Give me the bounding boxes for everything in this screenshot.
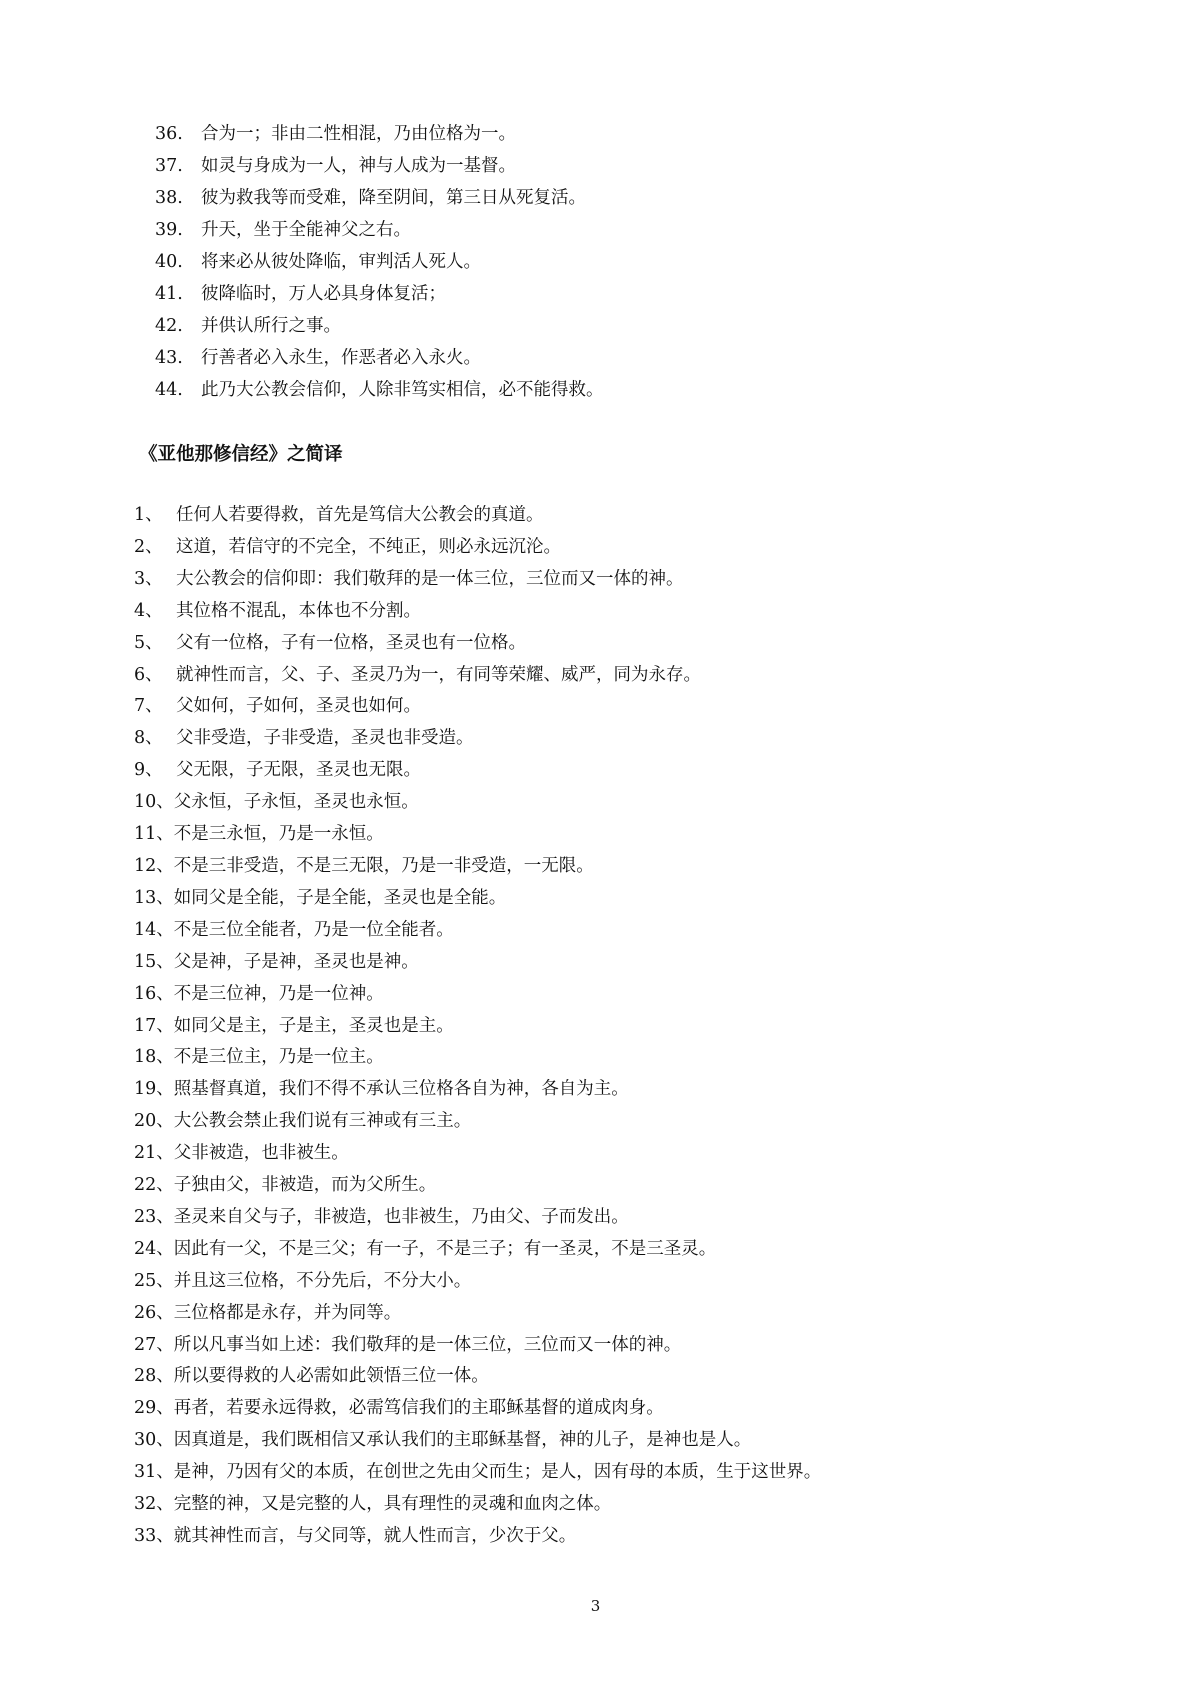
list-item (134, 1138, 821, 1170)
list-item (134, 1106, 821, 1138)
item-text: 因此有一父，不是三父；有一子，不是三子；有一圣灵，不是三圣灵。 (173, 1238, 717, 1259)
list-item (134, 1170, 821, 1202)
list-item (134, 1074, 821, 1106)
item-number: 44. (155, 380, 183, 400)
item-number: 16、 (134, 983, 174, 1004)
list-item (134, 979, 821, 1011)
item-number: 17、 (134, 1015, 174, 1036)
list-item (134, 1298, 821, 1330)
list-item (155, 118, 604, 150)
item-number: 31、 (134, 1462, 174, 1483)
item-text: 不是三位全能者，乃是一位全能者。 (173, 919, 454, 940)
item-number: 11、 (134, 824, 174, 845)
item-number: 2、 (134, 536, 163, 557)
list-item (155, 214, 604, 246)
item-text: 是神，乃因有父的本质，在创世之先由父而生；是人，因有母的本质，生于这世界。 (173, 1462, 822, 1483)
item-number: 23、 (134, 1206, 174, 1227)
item-text: 如同父是全能，子是全能，圣灵也是全能。 (173, 887, 507, 908)
item-number: 12、 (134, 855, 174, 876)
item-text: 如同父是主，子是主，圣灵也是主。 (173, 1015, 454, 1036)
list-item (134, 564, 821, 596)
item-text: 不是三位神，乃是一位神。 (173, 983, 384, 1004)
list-item (134, 1393, 821, 1425)
item-text: 其位格不混乱，本体也不分割。 (176, 600, 421, 621)
list-item (134, 500, 821, 532)
item-number: 36. (155, 124, 183, 144)
item-number: 37. (155, 156, 183, 176)
list-item (155, 342, 604, 374)
list-item (134, 1011, 821, 1043)
list-item (134, 532, 821, 564)
item-text: 不是三永恒，乃是一永恒。 (173, 824, 384, 845)
item-text: 大公教会的信仰即：我们敬拜的是一体三位，三位而又一体的神。 (176, 568, 684, 589)
list-item (134, 723, 821, 755)
list-item (134, 1330, 821, 1362)
item-number: 3、 (134, 568, 163, 589)
item-text: 因真道是，我们既相信又承认我们的主耶稣基督，神的儿子，是神也是人。 (173, 1430, 752, 1451)
item-text: 父非被造，也非被生。 (173, 1143, 349, 1164)
item-number: 29、 (134, 1398, 174, 1419)
item-text: 三位格都是永存，并为同等。 (173, 1302, 402, 1323)
page-number: 3 (590, 1597, 601, 1615)
item-text: 完整的神，又是完整的人，具有理性的灵魂和血肉之体。 (173, 1494, 612, 1515)
item-text: 大公教会禁止我们说有三神或有三主。 (173, 1111, 472, 1132)
item-number: 28、 (134, 1366, 174, 1387)
list-item (155, 246, 604, 278)
item-text: 此乃大公教会信仰，人除非笃实相信，必不能得救。 (201, 380, 604, 400)
item-text: 不是三位主，乃是一位主。 (173, 1047, 384, 1068)
item-number: 42. (155, 316, 183, 336)
item-number: 10、 (134, 792, 174, 813)
section-title: 《亚他那修信经》之简译 (139, 444, 343, 465)
item-text: 圣灵来自父与子，非被造，也非被生，乃由父、子而发出。 (173, 1206, 629, 1227)
item-text: 就神性而言，父、子、圣灵乃为一，有同等荣耀、威严，同为永存。 (176, 664, 701, 685)
list-item (155, 150, 604, 182)
item-text: 父非受造，子非受造，圣灵也非受造。 (176, 728, 474, 749)
item-number: 25、 (134, 1270, 174, 1291)
creed-list-continued (155, 118, 604, 406)
item-number: 38. (155, 188, 183, 208)
list-item (134, 787, 821, 819)
item-text: 父有一位格，子有一位格，圣灵也有一位格。 (176, 632, 526, 653)
list-item (134, 851, 821, 883)
item-text: 就其神性而言，与父同等，就人性而言，少次于父。 (173, 1526, 577, 1546)
item-text: 如灵与身成为一人，神与人成为一基督。 (201, 156, 516, 176)
item-number: 24、 (134, 1238, 174, 1259)
list-item (134, 1234, 821, 1266)
list-item (134, 596, 821, 628)
item-number: 4、 (134, 600, 163, 621)
item-number: 18、 (134, 1047, 174, 1068)
list-item (134, 1521, 821, 1553)
list-item (155, 374, 604, 406)
list-item (134, 1202, 821, 1234)
item-number: 22、 (134, 1175, 174, 1196)
item-number: 20、 (134, 1111, 174, 1132)
item-text: 父永恒，子永恒，圣灵也永恒。 (173, 792, 419, 813)
item-number: 32、 (134, 1494, 174, 1515)
item-number: 21、 (134, 1143, 174, 1164)
item-text: 再者，若要永远得救，必需笃信我们的主耶稣基督的道成肉身。 (173, 1398, 664, 1419)
item-number: 39. (155, 220, 183, 240)
item-number: 43. (155, 348, 183, 368)
item-text: 彼为救我等而受难，降至阴间，第三日从死复活。 (201, 188, 586, 208)
item-number: 41. (155, 284, 183, 304)
item-text: 将来必从彼处降临，审判活人死人。 (201, 252, 481, 272)
item-text: 照基督真道，我们不得不承认三位格各自为神，各自为主。 (173, 1079, 629, 1100)
item-text: 并供认所行之事。 (201, 316, 341, 336)
list-item (155, 182, 604, 214)
list-item (134, 883, 821, 915)
list-item (134, 1361, 821, 1393)
creed-summary-list (134, 500, 821, 1553)
item-text: 合为一；非由二性相混，乃由位格为一。 (201, 124, 516, 144)
item-number: 40. (155, 252, 183, 272)
list-item (134, 819, 821, 851)
item-text: 并且这三位格，不分先后，不分大小。 (173, 1270, 472, 1291)
list-item (155, 310, 604, 342)
item-text: 父是神，子是神，圣灵也是神。 (173, 951, 419, 972)
item-text: 行善者必入永生，作恶者必入永火。 (201, 348, 481, 368)
item-number: 14、 (134, 919, 174, 940)
item-text: 子独由父，非被造，而为父所生。 (173, 1175, 437, 1196)
item-number: 9、 (134, 760, 163, 781)
item-number: 26、 (134, 1302, 174, 1323)
item-number: 27、 (134, 1334, 174, 1355)
list-item (134, 1266, 821, 1298)
item-number: 5、 (134, 632, 163, 653)
item-text: 所以凡事当如上述：我们敬拜的是一体三位，三位而又一体的神。 (173, 1334, 682, 1355)
item-text: 父如何，子如何，圣灵也如何。 (176, 696, 421, 717)
item-text: 这道，若信守的不完全，不纯正，则必永远沉沦。 (176, 536, 561, 557)
item-text: 任何人若要得救，首先是笃信大公教会的真道。 (176, 505, 544, 525)
item-text: 不是三非受造，不是三无限，乃是一非受造，一无限。 (173, 855, 594, 876)
list-item (134, 755, 821, 787)
item-text: 父无限，子无限，圣灵也无限。 (176, 760, 421, 781)
item-number: 30、 (134, 1430, 174, 1451)
item-text: 彼降临时，万人必具身体复活； (201, 284, 446, 304)
item-text: 升天，坐于全能神父之右。 (201, 220, 411, 240)
item-number: 13、 (134, 887, 174, 908)
list-item (134, 915, 821, 947)
item-number: 8、 (134, 728, 163, 749)
item-number: 33、 (134, 1526, 174, 1546)
item-number: 7、 (134, 696, 163, 717)
list-item (134, 1457, 821, 1489)
item-number: 6、 (134, 664, 163, 685)
list-item (134, 1489, 821, 1521)
list-item (155, 278, 604, 310)
list-item (134, 628, 821, 660)
item-number: 1、 (134, 505, 163, 525)
list-item (134, 947, 821, 979)
list-item (134, 1042, 821, 1074)
list-item (134, 691, 821, 723)
item-number: 15、 (134, 951, 174, 972)
item-text: 所以要得救的人必需如此领悟三位一体。 (173, 1366, 489, 1387)
list-item (134, 1425, 821, 1457)
item-number: 19、 (134, 1079, 174, 1100)
list-item (134, 660, 821, 692)
